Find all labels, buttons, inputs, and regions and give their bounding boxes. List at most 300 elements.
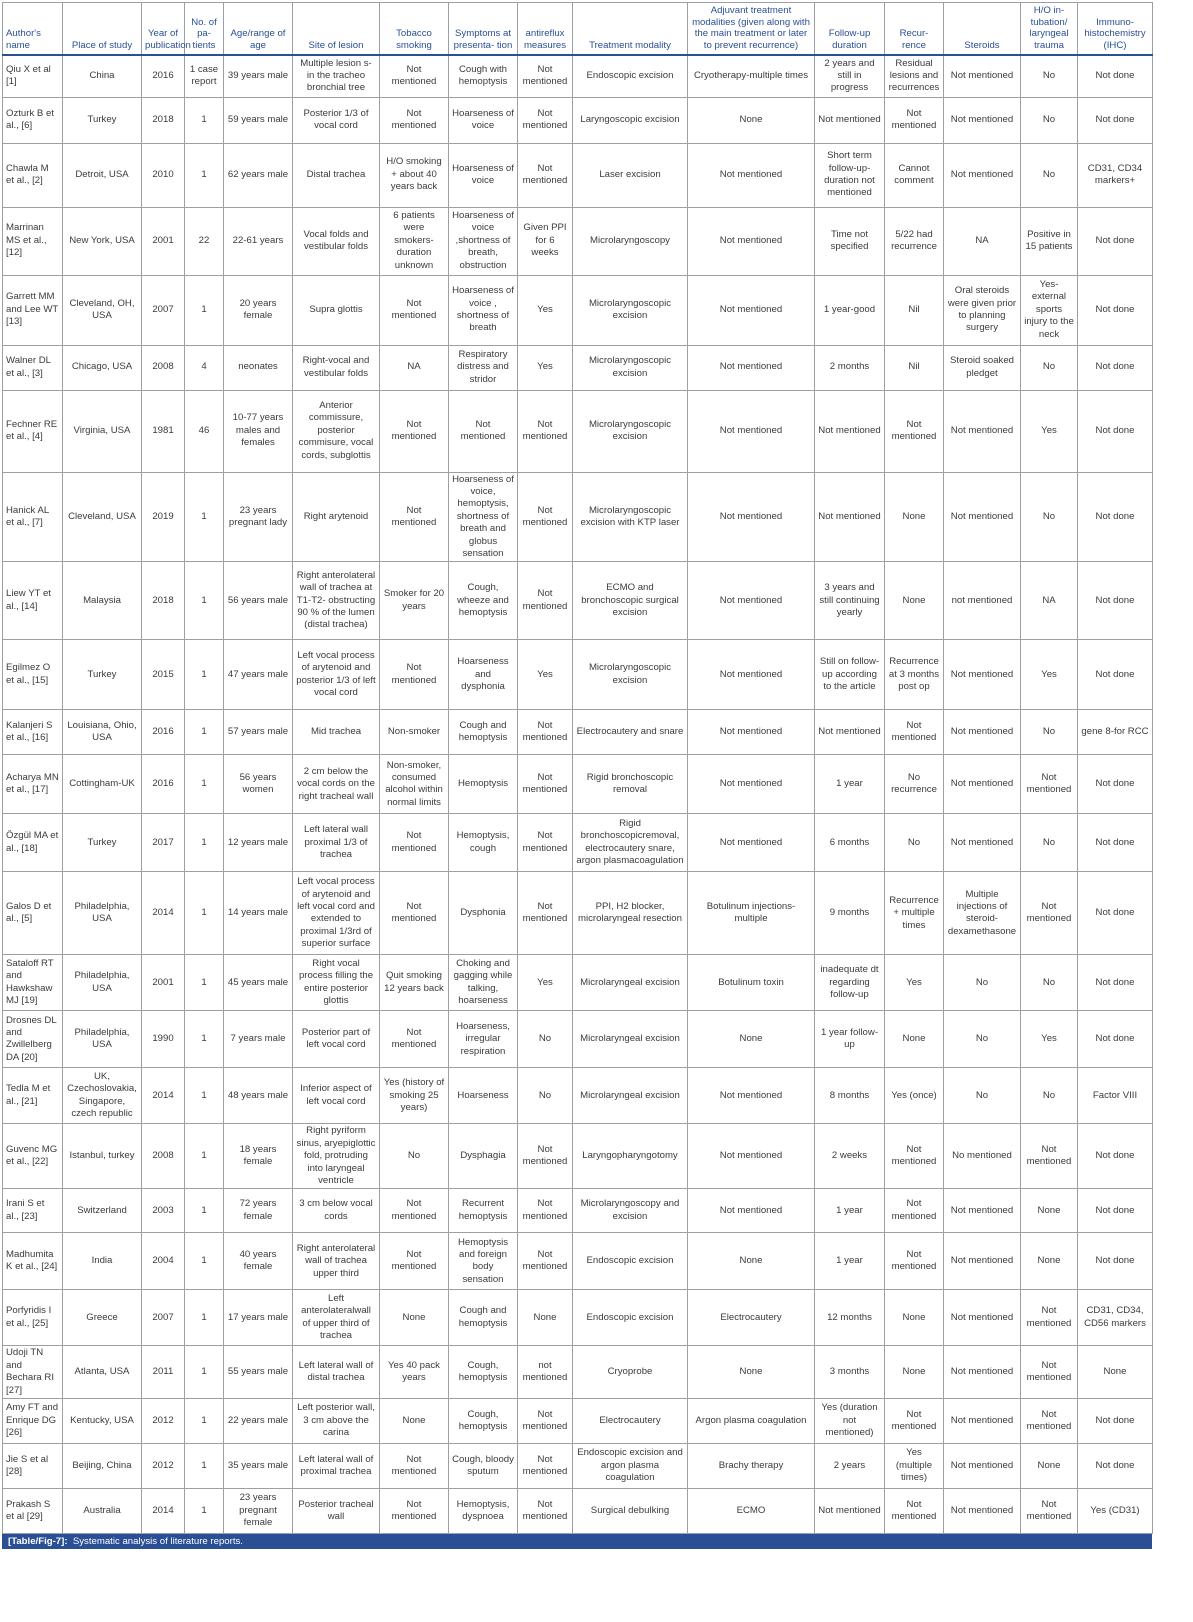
cell-place: New York, USA [63, 207, 142, 275]
cell-ihc: gene 8-for RCC [1078, 710, 1153, 755]
cell-place: Chicago, USA [63, 345, 142, 390]
cell-tobacco: Not mentioned [380, 872, 449, 955]
cell-site: 3 cm below vocal cords [293, 1189, 380, 1233]
cell-tobacco: Not mentioned [380, 1189, 449, 1233]
cell-treatment: Microlaryngoscopic excision [573, 345, 688, 390]
cell-followup: 1 year [815, 1189, 885, 1233]
cell-tobacco: Not mentioned [380, 275, 449, 345]
cell-recurrence: None [885, 472, 944, 562]
cell-patients: 1 case report [185, 55, 224, 97]
cell-tobacco: Not mentioned [380, 472, 449, 562]
cell-followup: 3 years and still continuing yearly [815, 562, 885, 640]
cell-patients: 1 [185, 562, 224, 640]
cell-year: 2007 [142, 1290, 185, 1346]
table-row [3, 1124, 1153, 1189]
cell-ihc: Not done [1078, 1444, 1153, 1489]
cell-adjuvant: Not mentioned [688, 472, 815, 562]
cell-age: 40 years female [224, 1233, 293, 1290]
cell-year: 2018 [142, 97, 185, 143]
cell-recurrence: None [885, 1011, 944, 1068]
cell-treatment: Microlaryngoscopic excision [573, 275, 688, 345]
cell-author: Jie S et al [28] [3, 1444, 63, 1489]
cell-site: Left lateral wall of proximal trachea [293, 1444, 380, 1489]
cell-year: 2015 [142, 640, 185, 710]
cell-author: Drosnes DL and Zwillelberg DA [20] [3, 1011, 63, 1068]
cell-tobacco: NA [380, 345, 449, 390]
cell-patients: 1 [185, 755, 224, 814]
cell-treatment: Microlaryngoscopic excision [573, 390, 688, 472]
cell-symptoms: Cough, hemoptysis [449, 1346, 518, 1399]
table-row [3, 562, 1153, 640]
table-row [3, 1346, 1153, 1399]
cell-site: Posterior tracheal wall [293, 1489, 380, 1534]
cell-ihc: Not done [1078, 472, 1153, 562]
cell-antireflux: Not mentioned [518, 710, 573, 755]
table-row [3, 207, 1153, 275]
cell-adjuvant: Not mentioned [688, 390, 815, 472]
cell-intubation: No [1021, 143, 1078, 207]
cell-antireflux: Not mentioned [518, 1399, 573, 1444]
header-tobacco: Tobacco smoking [380, 3, 449, 56]
cell-place: Malaysia [63, 562, 142, 640]
table-row [3, 345, 1153, 390]
cell-age: 62 years male [224, 143, 293, 207]
cell-adjuvant: Not mentioned [688, 814, 815, 872]
cell-age: 17 years male [224, 1290, 293, 1346]
cell-steroids: Not mentioned [944, 143, 1021, 207]
cell-author: Acharya MN et al., [17] [3, 755, 63, 814]
cell-year: 2014 [142, 1489, 185, 1534]
cell-patients: 1 [185, 710, 224, 755]
cell-place: Cottingham-UK [63, 755, 142, 814]
cell-intubation: No [1021, 55, 1078, 97]
table-row [3, 1011, 1153, 1068]
cell-antireflux: Not mentioned [518, 143, 573, 207]
cell-steroids: No mentioned [944, 1124, 1021, 1189]
cell-ihc: CD31, CD34 markers+ [1078, 143, 1153, 207]
cell-recurrence: None [885, 1346, 944, 1399]
cell-antireflux: Not mentioned [518, 472, 573, 562]
table-row [3, 755, 1153, 814]
cell-ihc: Not done [1078, 275, 1153, 345]
cell-place: Detroit, USA [63, 143, 142, 207]
cell-patients: 1 [185, 1444, 224, 1489]
table-row [3, 640, 1153, 710]
cell-treatment: Rigid bronchoscopicremoval, electrocautery snare, argon plasmacoagulation [573, 814, 688, 872]
cell-adjuvant: Electrocautery [688, 1290, 815, 1346]
cell-steroids: Not mentioned [944, 1346, 1021, 1399]
cell-steroids: Not mentioned [944, 640, 1021, 710]
cell-year: 2011 [142, 1346, 185, 1399]
cell-treatment: Laryngoscopic excision [573, 97, 688, 143]
cell-steroids: Not mentioned [944, 755, 1021, 814]
cell-adjuvant: ECMO [688, 1489, 815, 1534]
cell-adjuvant: Not mentioned [688, 1189, 815, 1233]
cell-patients: 1 [185, 872, 224, 955]
cell-age: 23 years pregnant female [224, 1489, 293, 1534]
cell-steroids: Not mentioned [944, 1489, 1021, 1534]
cell-site: Distal trachea [293, 143, 380, 207]
literature-table-wrapper [2, 2, 1152, 1549]
cell-place: Turkey [63, 97, 142, 143]
cell-tobacco: Not mentioned [380, 1444, 449, 1489]
cell-author: Madhumita K et al., [24] [3, 1233, 63, 1290]
cell-site: Right pyriform sinus, aryepiglottic fold, protruding into laryngeal ventricle [293, 1124, 380, 1189]
table-row [3, 143, 1153, 207]
cell-site: Left vocal process of arytenoid and posterior 1/3 of left vocal cord [293, 640, 380, 710]
cell-treatment: Microlaryngeal excision [573, 955, 688, 1011]
cell-year: 2016 [142, 755, 185, 814]
cell-author: Kalanjeri S et al., [16] [3, 710, 63, 755]
table-row [3, 955, 1153, 1011]
cell-age: 22-61 years [224, 207, 293, 275]
cell-followup: 2 years and still in progress [815, 55, 885, 97]
cell-tobacco: Non-smoker [380, 710, 449, 755]
cell-recurrence: None [885, 562, 944, 640]
table-row [3, 1290, 1153, 1346]
cell-recurrence: Recurrence at 3 months post op [885, 640, 944, 710]
cell-symptoms: Cough, wheeze and hemoptysis [449, 562, 518, 640]
cell-site: Supra glottis [293, 275, 380, 345]
cell-place: Cleveland, USA [63, 472, 142, 562]
cell-place: China [63, 55, 142, 97]
cell-place: UK, Czechoslovakia, Singapore, czech republic [63, 1068, 142, 1124]
cell-antireflux: No [518, 1068, 573, 1124]
cell-adjuvant: Brachy therapy [688, 1444, 815, 1489]
cell-place: Beijing, China [63, 1444, 142, 1489]
cell-antireflux: Not mentioned [518, 1189, 573, 1233]
cell-recurrence: Not mentioned [885, 1399, 944, 1444]
cell-author: Egilmez O et al., [15] [3, 640, 63, 710]
cell-symptoms: Cough and hemoptysis [449, 710, 518, 755]
cell-recurrence: Nil [885, 345, 944, 390]
cell-place: Kentucky, USA [63, 1399, 142, 1444]
cell-age: 59 years male [224, 97, 293, 143]
cell-followup: Not mentioned [815, 97, 885, 143]
cell-steroids: Not mentioned [944, 1290, 1021, 1346]
cell-intubation: No [1021, 710, 1078, 755]
cell-ihc: Not done [1078, 814, 1153, 872]
cell-intubation: None [1021, 1444, 1078, 1489]
cell-ihc: Not done [1078, 97, 1153, 143]
header-intubation: H/O in- tubation/ laryngeal trauma [1021, 3, 1078, 56]
cell-patients: 1 [185, 275, 224, 345]
cell-tobacco: None [380, 1290, 449, 1346]
cell-followup: inadequate dt regarding follow-up [815, 955, 885, 1011]
cell-age: 47 years male [224, 640, 293, 710]
cell-year: 2001 [142, 207, 185, 275]
cell-tobacco: Smoker for 20 years [380, 562, 449, 640]
cell-place: Istanbul, turkey [63, 1124, 142, 1189]
cell-author: Chawla M et al., [2] [3, 143, 63, 207]
cell-intubation: No [1021, 1068, 1078, 1124]
table-row [3, 1399, 1153, 1444]
cell-symptoms: Cough with hemoptysis [449, 55, 518, 97]
cell-year: 2019 [142, 472, 185, 562]
cell-symptoms: Hoarseness of voice [449, 97, 518, 143]
cell-patients: 1 [185, 814, 224, 872]
cell-patients: 1 [185, 1124, 224, 1189]
cell-followup: Still on follow-up according to the article [815, 640, 885, 710]
cell-steroids: No [944, 955, 1021, 1011]
cell-followup: Not mentioned [815, 472, 885, 562]
header-followup: Follow-up duration [815, 3, 885, 56]
cell-intubation: No [1021, 97, 1078, 143]
cell-intubation: Not mentioned [1021, 1290, 1078, 1346]
cell-author: Fechner RE et al., [4] [3, 390, 63, 472]
cell-patients: 1 [185, 97, 224, 143]
cell-steroids: Not mentioned [944, 710, 1021, 755]
cell-adjuvant: None [688, 1011, 815, 1068]
cell-symptoms: Dysphonia [449, 872, 518, 955]
cell-patients: 1 [185, 1489, 224, 1534]
cell-followup: 1 year-good [815, 275, 885, 345]
cell-treatment: Laryngopharyngotomy [573, 1124, 688, 1189]
cell-antireflux: Yes [518, 345, 573, 390]
cell-recurrence: 5/22 had recurrence [885, 207, 944, 275]
cell-year: 2008 [142, 345, 185, 390]
cell-site: Right-vocal and vestibular folds [293, 345, 380, 390]
cell-place: India [63, 1233, 142, 1290]
cell-place: Atlanta, USA [63, 1346, 142, 1399]
cell-recurrence: Yes (once) [885, 1068, 944, 1124]
cell-patients: 1 [185, 1068, 224, 1124]
cell-tobacco: Not mentioned [380, 390, 449, 472]
cell-treatment: Microlaryngoscopic excision with KTP laser [573, 472, 688, 562]
cell-adjuvant: Cryotherapy-multiple times [688, 55, 815, 97]
cell-treatment: Microlaryngoscopy [573, 207, 688, 275]
table-row [3, 814, 1153, 872]
header-row [3, 3, 1153, 56]
cell-recurrence: Not mentioned [885, 1489, 944, 1534]
cell-adjuvant: Not mentioned [688, 640, 815, 710]
cell-adjuvant: Botulinum toxin [688, 955, 815, 1011]
table-body [3, 55, 1153, 1534]
cell-adjuvant: Not mentioned [688, 710, 815, 755]
cell-patients: 1 [185, 1189, 224, 1233]
header-year: Year of publication [142, 3, 185, 56]
cell-year: 2012 [142, 1444, 185, 1489]
cell-ihc: Not done [1078, 1233, 1153, 1290]
cell-ihc: Not done [1078, 1189, 1153, 1233]
cell-steroids: Not mentioned [944, 97, 1021, 143]
cell-antireflux: Given PPI for 6 weeks [518, 207, 573, 275]
header-site: Site of lesion [293, 3, 380, 56]
cell-followup: Yes (duration not mentioned) [815, 1399, 885, 1444]
cell-site: Vocal folds and vestibular folds [293, 207, 380, 275]
cell-year: 2014 [142, 872, 185, 955]
cell-year: 2016 [142, 55, 185, 97]
cell-intubation: Not mentioned [1021, 1124, 1078, 1189]
cell-adjuvant: Not mentioned [688, 755, 815, 814]
cell-adjuvant: Not mentioned [688, 143, 815, 207]
cell-recurrence: Not mentioned [885, 1189, 944, 1233]
cell-author: Amy FT and Enrique DG [26] [3, 1399, 63, 1444]
cell-treatment: Cryoprobe [573, 1346, 688, 1399]
cell-ihc: Not done [1078, 345, 1153, 390]
header-treatment: Treatment modality [573, 3, 688, 56]
cell-steroids: No [944, 1011, 1021, 1068]
cell-followup: 1 year [815, 1233, 885, 1290]
header-author: Author's name [3, 3, 63, 56]
cell-followup: 2 weeks [815, 1124, 885, 1189]
cell-recurrence: Recurrence + multiple times [885, 872, 944, 955]
table-row [3, 1068, 1153, 1124]
header-patients: No. of pa- tients [185, 3, 224, 56]
cell-site: Left anterolateralwall of upper third of trachea [293, 1290, 380, 1346]
cell-steroids: Not mentioned [944, 814, 1021, 872]
cell-recurrence: Not mentioned [885, 1124, 944, 1189]
cell-author: Udoji TN and Bechara RI [27] [3, 1346, 63, 1399]
cell-antireflux: No [518, 1011, 573, 1068]
cell-antireflux: Not mentioned [518, 390, 573, 472]
cell-tobacco: H/O smoking + about 40 years back [380, 143, 449, 207]
cell-symptoms: Cough, hemoptysis [449, 1399, 518, 1444]
cell-followup: Time not specified [815, 207, 885, 275]
cell-followup: Not mentioned [815, 390, 885, 472]
cell-ihc: Factor VIII [1078, 1068, 1153, 1124]
cell-symptoms: Not mentioned [449, 390, 518, 472]
cell-place: Philadelphia, USA [63, 872, 142, 955]
cell-recurrence: Not mentioned [885, 1233, 944, 1290]
cell-year: 2014 [142, 1068, 185, 1124]
cell-antireflux: Not mentioned [518, 55, 573, 97]
cell-tobacco: Quit smoking 12 years back [380, 955, 449, 1011]
cell-age: 72 years female [224, 1189, 293, 1233]
cell-tobacco: Yes (history of smoking 25 years) [380, 1068, 449, 1124]
cell-age: 22 years male [224, 1399, 293, 1444]
cell-place: Greece [63, 1290, 142, 1346]
cell-place: Switzerland [63, 1189, 142, 1233]
cell-antireflux: Yes [518, 955, 573, 1011]
cell-site: Right arytenoid [293, 472, 380, 562]
cell-author: Garrett MM and Lee WT [13] [3, 275, 63, 345]
cell-tobacco: None [380, 1399, 449, 1444]
cell-site: Right anterolateral wall of trachea upper third [293, 1233, 380, 1290]
cell-site: Posterior part of left vocal cord [293, 1011, 380, 1068]
cell-treatment: Endoscopic excision [573, 1290, 688, 1346]
cell-antireflux: Not mentioned [518, 97, 573, 143]
cell-age: 39 years male [224, 55, 293, 97]
table-row [3, 1444, 1153, 1489]
cell-antireflux: Yes [518, 275, 573, 345]
cell-age: 20 years female [224, 275, 293, 345]
cell-steroids: Not mentioned [944, 390, 1021, 472]
cell-recurrence: Not mentioned [885, 390, 944, 472]
cell-steroids: Steroid soaked pledget [944, 345, 1021, 390]
cell-intubation: Not mentioned [1021, 755, 1078, 814]
cell-age: 12 years male [224, 814, 293, 872]
cell-year: 2010 [142, 143, 185, 207]
cell-followup: 1 year [815, 755, 885, 814]
cell-followup: 3 months [815, 1346, 885, 1399]
cell-place: Turkey [63, 640, 142, 710]
cell-antireflux: Not mentioned [518, 562, 573, 640]
cell-intubation: None [1021, 1189, 1078, 1233]
cell-author: Marrinan MS et al., [12] [3, 207, 63, 275]
cell-recurrence: Yes [885, 955, 944, 1011]
cell-year: 1981 [142, 390, 185, 472]
cell-site: Posterior 1/3 of vocal cord [293, 97, 380, 143]
cell-adjuvant: None [688, 97, 815, 143]
cell-author: Tedla M et al., [21] [3, 1068, 63, 1124]
cell-year: 2008 [142, 1124, 185, 1189]
cell-tobacco: Non-smoker, consumed alcohol within normal limits [380, 755, 449, 814]
cell-age: 57 years male [224, 710, 293, 755]
cell-age: neonates [224, 345, 293, 390]
cell-antireflux: Yes [518, 640, 573, 710]
cell-recurrence: Cannot comment [885, 143, 944, 207]
cell-followup: Short term follow-up- duration not mentioned [815, 143, 885, 207]
cell-patients: 1 [185, 1346, 224, 1399]
cell-place: Louisiana, Ohio, USA [63, 710, 142, 755]
cell-adjuvant: Not mentioned [688, 345, 815, 390]
cell-author: Guvenc MG et al., [22] [3, 1124, 63, 1189]
cell-treatment: Endoscopic excision [573, 55, 688, 97]
header-place: Place of study [63, 3, 142, 56]
cell-symptoms: Hemoptysis and foreign body sensation [449, 1233, 518, 1290]
cell-symptoms: Hoarseness of voice , shortness of breath [449, 275, 518, 345]
cell-treatment: Surgical debulking [573, 1489, 688, 1534]
table-caption [2, 1534, 1152, 1549]
cell-year: 2004 [142, 1233, 185, 1290]
cell-site: Right anterolateral wall of trachea at T1-T2- obstructing 90 % of the lumen (distal trachea) [293, 562, 380, 640]
cell-site: 2 cm below the vocal cords on the right tracheal wall [293, 755, 380, 814]
literature-table [2, 2, 1153, 1534]
cell-symptoms: Hoarseness and dysphonia [449, 640, 518, 710]
cell-ihc: None [1078, 1346, 1153, 1399]
cell-recurrence: Not mentioned [885, 97, 944, 143]
cell-age: 18 years female [224, 1124, 293, 1189]
cell-tobacco: Not mentioned [380, 1489, 449, 1534]
cell-ihc: Not done [1078, 1011, 1153, 1068]
cell-steroids: Not mentioned [944, 1444, 1021, 1489]
cell-symptoms: Hoarseness of voice ,shortness of breath, obstruction [449, 207, 518, 275]
cell-year: 1990 [142, 1011, 185, 1068]
cell-adjuvant: Botulinum injections- multiple [688, 872, 815, 955]
cell-intubation: Yes- external sports injury to the neck [1021, 275, 1078, 345]
cell-intubation: Positive in 15 patients [1021, 207, 1078, 275]
cell-steroids: No [944, 1068, 1021, 1124]
cell-antireflux: None [518, 1290, 573, 1346]
table-row [3, 1489, 1153, 1534]
cell-symptoms: Hemoptysis, dyspnoea [449, 1489, 518, 1534]
cell-ihc: Not done [1078, 562, 1153, 640]
cell-patients: 1 [185, 640, 224, 710]
cell-steroids: Multiple injections of steroid- dexamethasone [944, 872, 1021, 955]
cell-year: 2007 [142, 275, 185, 345]
cell-followup: 9 months [815, 872, 885, 955]
cell-treatment: Microlaryngoscopy and excision [573, 1189, 688, 1233]
cell-ihc: Not done [1078, 207, 1153, 275]
cell-ihc: Not done [1078, 755, 1153, 814]
cell-place: Australia [63, 1489, 142, 1534]
cell-author: Galos D et al., [5] [3, 872, 63, 955]
cell-intubation: Yes [1021, 390, 1078, 472]
cell-symptoms: Cough and hemoptysis [449, 1290, 518, 1346]
cell-tobacco: 6 patients were smokers- duration unknown [380, 207, 449, 275]
caption-label: [Table/Fig-7]: [8, 1536, 68, 1547]
cell-patients: 1 [185, 1290, 224, 1346]
cell-treatment: Microlaryngoscopic excision [573, 640, 688, 710]
cell-site: Left lateral wall of distal trachea [293, 1346, 380, 1399]
cell-year: 2001 [142, 955, 185, 1011]
cell-treatment: Electrocautery and snare [573, 710, 688, 755]
cell-symptoms: Hoarseness [449, 1068, 518, 1124]
cell-antireflux: Not mentioned [518, 1489, 573, 1534]
cell-author: Liew YT et al., [14] [3, 562, 63, 640]
cell-followup: 2 years [815, 1444, 885, 1489]
